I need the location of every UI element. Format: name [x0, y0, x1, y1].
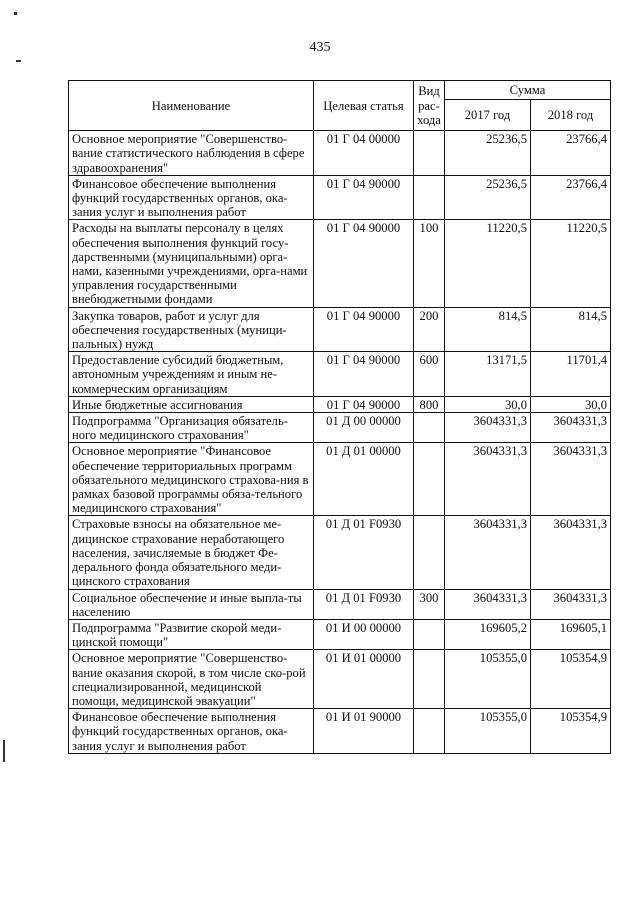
row-name-cell: Иные бюджетные ассигнования [69, 396, 314, 412]
row-sum-2018-cell: 11220,5 [531, 220, 611, 307]
row-sum-2018-cell: 11701,4 [531, 352, 611, 397]
row-sum-2018-cell: 105354,9 [531, 709, 611, 754]
row-sum-2018-cell: 3604331,3 [531, 413, 611, 443]
header-expense-type: Вид рас-хода [414, 81, 445, 131]
row-sum-2018-cell: 3604331,3 [531, 516, 611, 589]
row-sum-2018-cell: 814,5 [531, 307, 611, 352]
row-sum-2017-cell: 169605,2 [445, 619, 531, 649]
margin-mark [3, 740, 5, 762]
row-expense-type-cell: 800 [414, 396, 445, 412]
row-sum-2017-cell: 30,0 [445, 396, 531, 412]
row-expense-type-cell: 100 [414, 220, 445, 307]
budget-table [68, 80, 611, 754]
header-sum: Сумма [445, 81, 611, 100]
row-expense-type-cell [414, 413, 445, 443]
row-sum-2017-cell: 11220,5 [445, 220, 531, 307]
row-sum-2017-cell: 105355,0 [445, 650, 531, 709]
row-target-article-cell: 01 Г 04 90000 [314, 220, 414, 307]
table-row [69, 131, 611, 176]
scan-speck [14, 12, 17, 15]
table-row [69, 396, 611, 412]
row-expense-type-cell: 300 [414, 589, 445, 619]
row-sum-2018-cell: 23766,4 [531, 131, 611, 176]
header-year-2018: 2018 год [531, 100, 611, 131]
row-target-article-cell: 01 И 01 90000 [314, 709, 414, 754]
header-target-article: Целевая статья [314, 81, 414, 131]
table-row [69, 516, 611, 589]
row-target-article-cell: 01 Г 04 90000 [314, 175, 414, 220]
table-row [69, 220, 611, 307]
table-row [69, 443, 611, 516]
row-expense-type-cell [414, 516, 445, 589]
row-sum-2017-cell: 105355,0 [445, 709, 531, 754]
row-name-cell: Финансовое обеспечение выполнения функций государственных органов, ока-зания услуг и выполнения работ [69, 709, 314, 754]
row-name-cell: Основное мероприятие "Совершенство-вание статистического наблюдения в сфере здравоохранения" [69, 131, 314, 176]
row-target-article-cell: 01 Г 04 00000 [314, 131, 414, 176]
row-sum-2017-cell: 3604331,3 [445, 413, 531, 443]
scan-speck [16, 60, 21, 62]
row-sum-2018-cell: 3604331,3 [531, 589, 611, 619]
header-year-2017: 2017 год [445, 100, 531, 131]
row-sum-2018-cell: 23766,4 [531, 175, 611, 220]
row-name-cell: Основное мероприятие "Совершенство-вание оказания скорой, в том числе ско-рой специализированной, медицинской помощи, медицинской эвакуации" [69, 650, 314, 709]
row-sum-2018-cell: 105354,9 [531, 650, 611, 709]
table-row [69, 307, 611, 352]
row-name-cell: Основное мероприятие "Финансовое обеспечение территориальных программ обязательного медицинского страхова-ния в рамках базовой программы обяза-тельного медицинского страхования" [69, 443, 314, 516]
row-expense-type-cell [414, 175, 445, 220]
row-target-article-cell: 01 И 01 00000 [314, 650, 414, 709]
row-sum-2017-cell: 814,5 [445, 307, 531, 352]
row-target-article-cell: 01 Г 04 90000 [314, 352, 414, 397]
table-row [69, 589, 611, 619]
row-sum-2017-cell: 25236,5 [445, 175, 531, 220]
row-target-article-cell: 01 Д 01 00000 [314, 443, 414, 516]
table-row [69, 650, 611, 709]
row-expense-type-cell: 200 [414, 307, 445, 352]
table-row [69, 413, 611, 443]
row-target-article-cell: 01 Д 00 00000 [314, 413, 414, 443]
table-row [69, 619, 611, 649]
row-target-article-cell: 01 И 00 00000 [314, 619, 414, 649]
row-sum-2017-cell: 13171,5 [445, 352, 531, 397]
row-sum-2018-cell: 169605,1 [531, 619, 611, 649]
row-target-article-cell: 01 Г 04 90000 [314, 396, 414, 412]
header-name: Наименование [69, 81, 314, 131]
row-name-cell: Подпрограмма "Развитие скорой меди-цинской помощи" [69, 619, 314, 649]
row-name-cell: Финансовое обеспечение выполнения функций государственных органов, ока-зания услуг и выполнения работ [69, 175, 314, 220]
row-target-article-cell: 01 Д 01 F0930 [314, 589, 414, 619]
row-expense-type-cell [414, 443, 445, 516]
table-row [69, 709, 611, 754]
table-row [69, 175, 611, 220]
row-name-cell: Подпрограмма "Организация обязатель-ного медицинского страхования" [69, 413, 314, 443]
row-sum-2017-cell: 3604331,3 [445, 516, 531, 589]
row-sum-2017-cell: 3604331,3 [445, 443, 531, 516]
row-name-cell: Предоставление субсидий бюджетным, автономным учреждениям и иным не-коммерческим организациям [69, 352, 314, 397]
row-name-cell: Социальное обеспечение и иные выпла-ты населению [69, 589, 314, 619]
row-sum-2017-cell: 3604331,3 [445, 589, 531, 619]
row-sum-2018-cell: 30,0 [531, 396, 611, 412]
page-number: 435 [309, 40, 331, 55]
row-expense-type-cell [414, 619, 445, 649]
row-expense-type-cell [414, 650, 445, 709]
row-sum-2018-cell: 3604331,3 [531, 443, 611, 516]
row-expense-type-cell [414, 131, 445, 176]
table-row [69, 352, 611, 397]
row-target-article-cell: 01 Г 04 90000 [314, 307, 414, 352]
row-expense-type-cell [414, 709, 445, 754]
row-name-cell: Расходы на выплаты персоналу в целях обеспечения выполнения функций госу-дарственными (муниципальными) орга-нами, казенными учреждениями, орга-нами управления государственными внебюджетными фондами [69, 220, 314, 307]
row-sum-2017-cell: 25236,5 [445, 131, 531, 176]
row-name-cell: Закупка товаров, работ и услуг для обеспечения государственных (муници-пальных) нужд [69, 307, 314, 352]
row-target-article-cell: 01 Д 01 F0930 [314, 516, 414, 589]
row-expense-type-cell: 600 [414, 352, 445, 397]
row-name-cell: Страховые взносы на обязательное ме-дицинское страхование неработающего населения, зачисляемые в бюджет Фе-дерального фонда обязательного меди-цинского страхования [69, 516, 314, 589]
